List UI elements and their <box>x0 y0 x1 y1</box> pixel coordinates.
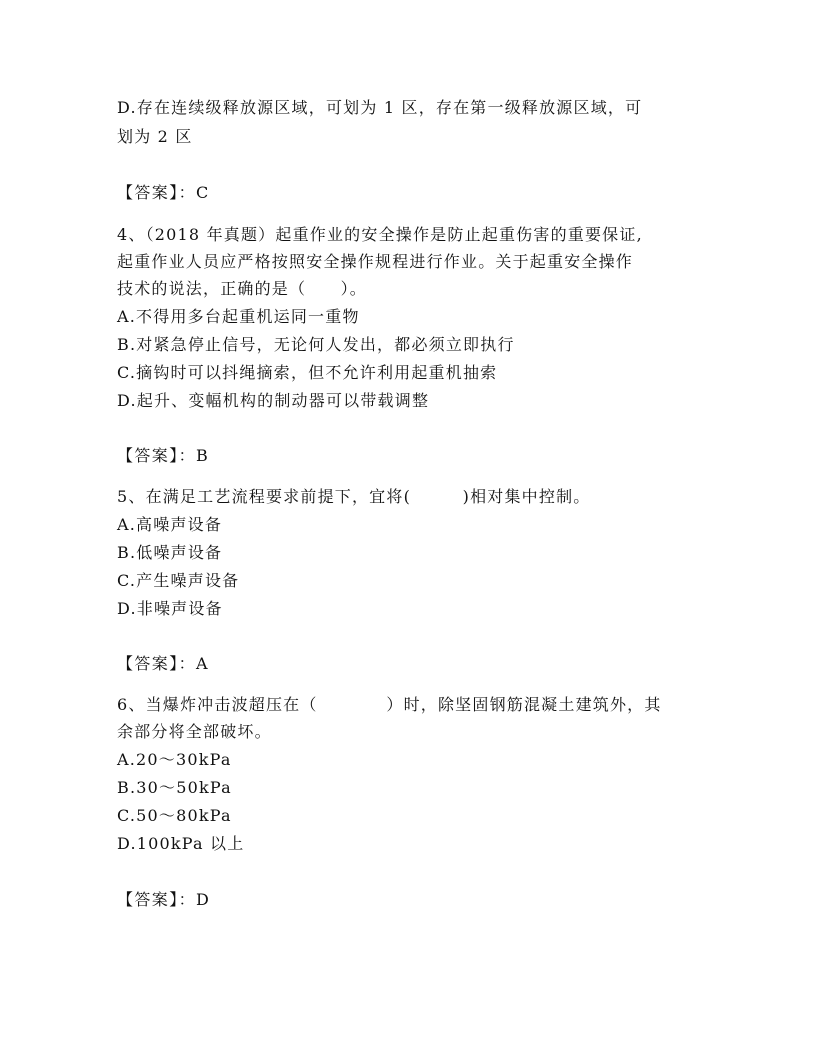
q5-stem-line1: 5、在满足工艺流程要求前提下，宜将( )相对集中控制。 <box>117 487 591 506</box>
q4-option-a: A.不得用多台起重机运同一重物 <box>117 307 360 326</box>
q6-option-a: A.20～30kPa <box>117 750 232 769</box>
q4-stem-line3: 技术的说法，正确的是（ ）。 <box>117 279 368 298</box>
q6-option-c: C.50～80kPa <box>117 806 232 825</box>
q6-option-b: B.30～50kPa <box>117 778 232 797</box>
q6-stem-line2: 余部分将全部破坏。 <box>117 722 272 741</box>
q6-stem-line1: 6、当爆炸冲击波超压在（ ）时，除坚固钢筋混凝土建筑外，其 <box>117 695 662 714</box>
q4-option-b: B.对紧急停止信号，无论何人发出，都必须立即执行 <box>117 335 515 354</box>
q4-stem-line1: 4、（2018 年真题）起重作业的安全操作是防止起重伤害的重要保证, <box>117 225 643 244</box>
q3-option-d-line1: D.存在连续级释放源区域，可划为 1 区，存在第一级释放源区域，可 <box>117 98 643 117</box>
q4-stem-line2: 起重作业人员应严格按照安全操作规程进行作业。关于起重安全操作 <box>117 252 634 271</box>
q3-option-d-line2: 划为 2 区 <box>117 127 193 146</box>
q5-option-b: B.低噪声设备 <box>117 543 223 562</box>
q3-answer: 【答案】：C <box>117 183 210 202</box>
q4-option-c: C.摘钩时可以抖绳摘索，但不允许利用起重机抽索 <box>117 363 498 382</box>
q4-answer: 【答案】：B <box>117 446 210 465</box>
q5-answer: 【答案】：A <box>117 654 209 673</box>
q5-option-c: C.产生噪声设备 <box>117 571 240 590</box>
q5-option-a: A.高噪声设备 <box>117 515 223 534</box>
q4-option-d: D.起升、变幅机构的制动器可以带载调整 <box>117 391 430 410</box>
q5-option-d: D.非噪声设备 <box>117 599 223 618</box>
q6-answer: 【答案】：D <box>117 890 211 909</box>
q6-option-d: D.100kPa 以上 <box>117 834 245 853</box>
